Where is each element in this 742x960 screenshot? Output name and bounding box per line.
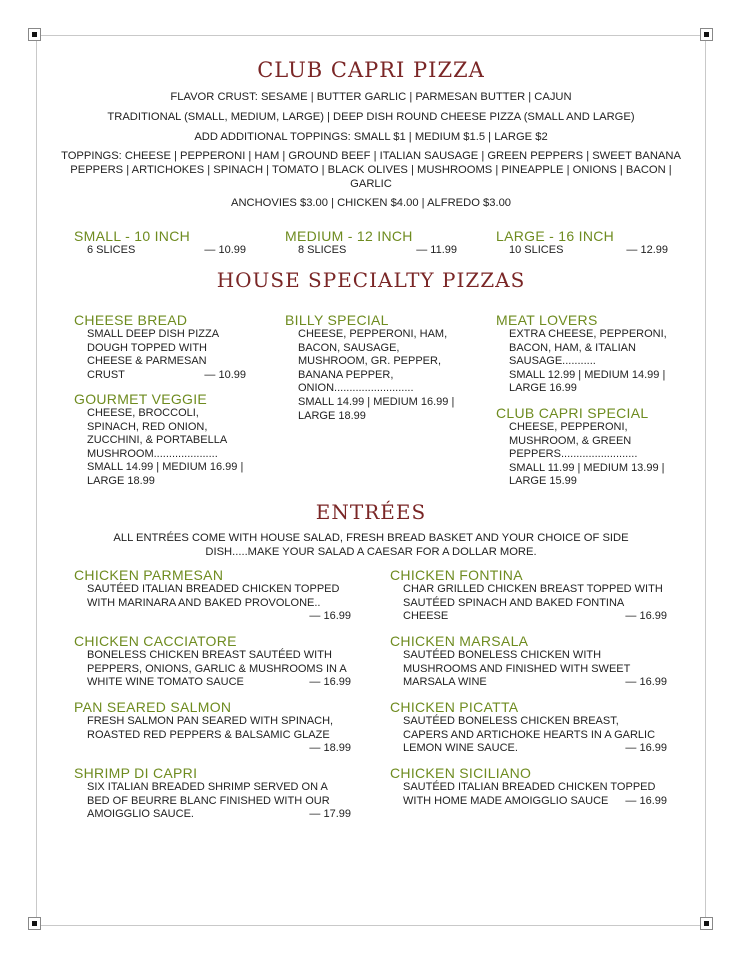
- item-name: CHICKEN PICATTA: [390, 699, 519, 715]
- corner-ornament-icon: [700, 917, 713, 930]
- entrees-title: ENTRÉES: [315, 500, 427, 524]
- item-desc: SAUTÉED BONELESS CHICKEN BREAST, CAPERS AND ARTICHOKE HEARTS IN A GARLIC LEMON WINE SAUCE. — 16.99: [403, 715, 667, 755]
- item-name: CLUB CAPRI SPECIAL: [496, 405, 649, 421]
- size-detail: [74, 244, 246, 258]
- traditional-options: TRADITIONAL (SMALL, MEDIUM, LARGE) | DEEP DISH ROUND CHEESE PIZZA (SMALL AND LARGE): [107, 111, 635, 123]
- item-price: — 10.99: [204, 368, 246, 381]
- item-desc: FRESH SALMON PAN SEARED WITH SPINACH, ROASTED RED PEPPERS & BALSAMIC GLAZE — 18.99: [87, 715, 351, 755]
- cheese-bread: [74, 312, 246, 382]
- size-name: MEDIUM - 12 INCH: [285, 228, 413, 244]
- item-prices: SMALL 12.99 | MEDIUM 14.99 | LARGE 16.99: [509, 368, 666, 395]
- entree-item: [390, 567, 667, 624]
- item-desc: CHAR GRILLED CHICKEN BREAST TOPPED WITH SAUTÉED SPINACH AND BAKED FONTINA CHEESE — 16.99: [403, 583, 667, 623]
- size-detail: [496, 244, 668, 258]
- border-right: [705, 40, 706, 922]
- item-name: CHICKEN FONTINA: [390, 567, 523, 583]
- item-price: — 16.99: [625, 742, 667, 755]
- item-name: BILLY SPECIAL: [285, 312, 389, 328]
- size-medium: [285, 228, 457, 258]
- club-capri-special: [496, 405, 668, 489]
- entree-item: [74, 633, 351, 690]
- toppings-list: TOPPINGS: CHEESE | PEPPERONI | HAM | GROUND BEEF | ITALIAN SAUSAGE | GREEN PEPPERS | SWEET BANANA PEPPERS | ARTICHOKES | SPINACH | TOMATO | BLACK OLIVES | MUSHROOMS | PINEAPPLE | ONIONS | BACON | GARLIC: [61, 150, 681, 190]
- item-desc: SAUTÉED BONELESS CHICKEN WITH MUSHROOMS AND FINISHED WITH SWEET MARSALA WINE — 16.99: [403, 649, 667, 689]
- item-desc: SMALL DEEP DISH PIZZA DOUGH TOPPED WITH CHEESE & PARMESAN CRUST — 10.99: [87, 328, 246, 381]
- extras-prices: ANCHOVIES $3.00 | CHICKEN $4.00 | ALFREDO $3.00: [230, 197, 512, 209]
- item-name: CHICKEN CACCIATORE: [74, 633, 237, 649]
- item-price: — 17.99: [309, 808, 351, 821]
- entree-item: [390, 633, 667, 690]
- entrees-note: ALL ENTRÉES COME WITH HOUSE SALAD, FRESH BREAD BASKET AND YOUR CHOICE OF SIDE DISH.....MAKE YOUR SALAD A CAESAR FOR A DOLLAR MORE.: [113, 532, 629, 558]
- size-slices: 10 SLICES: [509, 244, 564, 256]
- border-left: [36, 40, 37, 922]
- item-desc: BONELESS CHICKEN BREAST SAUTÉED WITH PEPPERS, ONIONS, GARLIC & MUSHROOMS IN A WHITE WINE TOMATO SAUCE — 16.99: [87, 649, 351, 689]
- meat-lovers: [496, 312, 668, 396]
- item-name: SHRIMP DI CAPRI: [74, 765, 198, 781]
- item-name: CHICKEN SICILIANO: [390, 765, 532, 781]
- item-price: — 16.99: [625, 610, 667, 623]
- size-large: [496, 228, 668, 258]
- entree-item: [390, 765, 667, 808]
- item-name: MEAT LOVERS: [496, 312, 598, 328]
- size-price: — 11.99: [416, 244, 457, 256]
- item-price: — 18.99: [309, 742, 351, 755]
- additional-toppings: ADD ADDITIONAL TOPPINGS: SMALL $1 | MEDIUM $1.5 | LARGE $2: [194, 131, 548, 143]
- gourmet-veggie: [74, 391, 246, 489]
- item-desc: CHEESE, PEPPERONI, HAM, BACON, SAUSAGE, MUSHROOM, GR. PEPPER, BANANA PEPPER, ONION..........................: [298, 328, 448, 395]
- size-name: LARGE - 16 INCH: [496, 228, 615, 244]
- specialty-title: HOUSE SPECIALTY PIZZAS: [216, 268, 526, 292]
- size-price: — 10.99: [204, 244, 246, 256]
- item-prices: SMALL 14.99 | MEDIUM 16.99 | LARGE 18.99: [298, 395, 455, 422]
- corner-ornament-icon: [700, 28, 713, 41]
- size-slices: 8 SLICES: [298, 244, 347, 256]
- size-small: [74, 228, 246, 258]
- item-desc: SAUTÉED ITALIAN BREADED CHICKEN TOPPED WITH HOME MADE AMOIGGLIO SAUCE — 16.99: [403, 781, 667, 807]
- corner-ornament-icon: [28, 917, 41, 930]
- border-top: [40, 35, 702, 36]
- entree-item: [74, 765, 351, 822]
- item-desc: SAUTÉED ITALIAN BREADED CHICKEN TOPPED WITH MARINARA AND BAKED PROVOLONE.. — 16.99: [87, 583, 351, 623]
- size-name: SMALL - 10 INCH: [74, 228, 191, 244]
- item-price: — 16.99: [625, 794, 667, 807]
- item-name: CHICKEN MARSALA: [390, 633, 529, 649]
- entree-item: [74, 567, 351, 624]
- item-name: GOURMET VEGGIE: [74, 391, 208, 407]
- item-name: CHICKEN PARMESAN: [74, 567, 224, 583]
- border-bottom: [40, 925, 702, 926]
- entree-item: [74, 699, 351, 756]
- item-desc: SIX ITALIAN BREADED SHRIMP SERVED ON A BED OF BEURRE BLANC FINISHED WITH OUR AMOIGGLIO SAUCE. — 17.99: [87, 781, 351, 821]
- page-title: CLUB CAPRI PIZZA: [257, 58, 485, 82]
- billy-special: [285, 312, 457, 423]
- crust-options: FLAVOR CRUST: SESAME | BUTTER GARLIC | PARMESAN BUTTER | CAJUN: [170, 91, 572, 103]
- size-slices: 6 SLICES: [87, 244, 136, 256]
- size-detail: [285, 244, 457, 258]
- item-desc: EXTRA CHEESE, PEPPERONI, BACON, HAM, & ITALIAN SAUSAGE...........: [509, 328, 667, 368]
- item-prices: SMALL 14.99 | MEDIUM 16.99 | LARGE 18.99: [87, 461, 244, 487]
- size-price: — 12.99: [626, 244, 668, 256]
- item-desc: CHEESE, BROCCOLI, SPINACH, RED ONION, ZUCCHINI, & PORTABELLA MUSHROOM.....................: [87, 407, 227, 460]
- entree-item: [390, 699, 667, 756]
- item-desc: CHEESE, PEPPERONI, MUSHROOM, & GREEN PEPPERS.........................: [509, 421, 638, 461]
- item-price: — 16.99: [309, 610, 351, 623]
- corner-ornament-icon: [28, 28, 41, 41]
- item-name: PAN SEARED SALMON: [74, 699, 232, 715]
- item-price: — 16.99: [625, 676, 667, 689]
- item-price: — 16.99: [309, 676, 351, 689]
- item-prices: SMALL 11.99 | MEDIUM 13.99 | LARGE 15.99: [509, 461, 665, 488]
- item-name: CHEESE BREAD: [74, 312, 188, 328]
